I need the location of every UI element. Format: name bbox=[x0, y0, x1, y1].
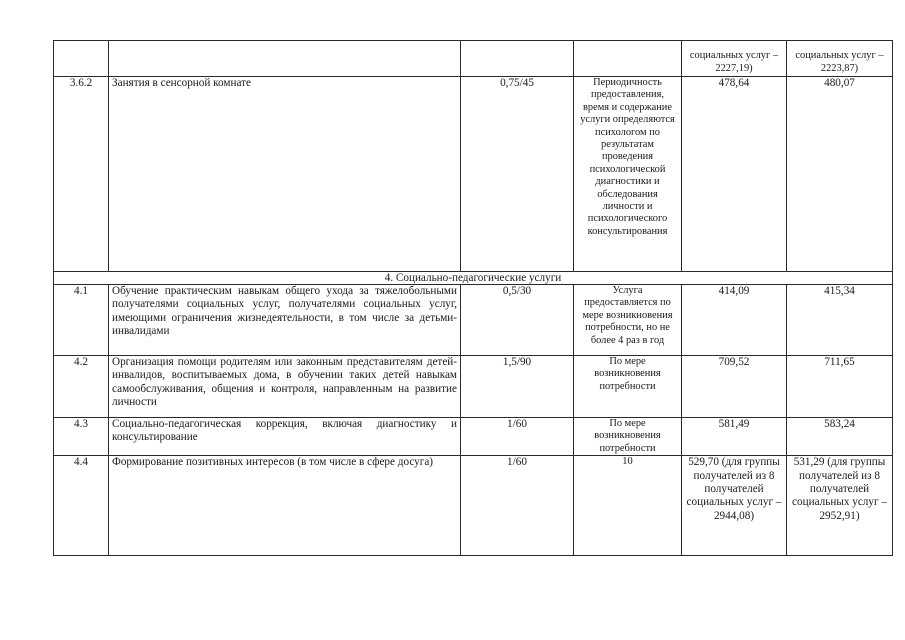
table-row bbox=[54, 77, 893, 272]
cell-num: 4.2 bbox=[54, 356, 109, 418]
cell-period bbox=[574, 41, 682, 77]
cell-norm: 1/60 bbox=[461, 456, 574, 556]
cell-num bbox=[54, 41, 109, 77]
cell-tariff-1: 529,70 (для группы получателей из 8 получателей социальных услуг – 2944,08) bbox=[682, 456, 787, 556]
cell-num: 4.3 bbox=[54, 418, 109, 456]
table-row-continuation bbox=[54, 41, 893, 77]
cell-name bbox=[109, 41, 461, 77]
section-title: 4. Социально-педагогические услуги bbox=[54, 272, 893, 285]
cell-num: 4.1 bbox=[54, 285, 109, 356]
cell-period: Услуга предоставляется по мере возникновения потребности, но не более 4 раз в год bbox=[574, 285, 682, 356]
cell-tariff-2: 711,65 bbox=[787, 356, 893, 418]
cell-tariff-1: 414,09 bbox=[682, 285, 787, 356]
cell-tariff-2: социальных услуг – 2223,87) bbox=[787, 41, 893, 77]
cell-name: Занятия в сенсорной комнате bbox=[109, 77, 461, 272]
cell-name: Обучение практическим навыкам общего ухода за тяжелобольными получателями социальных услуг, получателями социальных услуг, имеющими ограничения жизнедеятельности, в том числе за детьми-инвалидами bbox=[109, 285, 461, 356]
cell-norm: 0,75/45 bbox=[461, 77, 574, 272]
cell-period: По мере возникновения потребности bbox=[574, 356, 682, 418]
cell-period: По мере возникновения потребности bbox=[574, 418, 682, 456]
cell-tariff-1: 709,52 bbox=[682, 356, 787, 418]
table-row bbox=[54, 356, 893, 418]
cell-period: 10 bbox=[574, 456, 682, 556]
cell-tariff-2: 415,34 bbox=[787, 285, 893, 356]
cell-norm: 0,5/30 bbox=[461, 285, 574, 356]
cell-tariff-2: 480,07 bbox=[787, 77, 893, 272]
cell-num: 3.6.2 bbox=[54, 77, 109, 272]
table-row bbox=[54, 285, 893, 356]
cell-tariff-1: 581,49 bbox=[682, 418, 787, 456]
cell-tariff-1: социальных услуг – 2227,19) bbox=[682, 41, 787, 77]
table-row bbox=[54, 456, 893, 556]
cell-name: Организация помощи родителям или законным представителям детей-инвалидов, воспитываемых дома, в обучении таких детей навыкам самообслуживания, общения и контроля, направленным на развитие личности bbox=[109, 356, 461, 418]
cell-name: Формирование позитивных интересов (в том числе в сфере досуга) bbox=[109, 456, 461, 556]
cell-norm: 1,5/90 bbox=[461, 356, 574, 418]
table-row bbox=[54, 418, 893, 456]
cell-period: Периодичность предоставления, время и содержание услуги определяются психологом по результатам проведения психологической диагностики и обследования личности и психологического консультирования bbox=[574, 77, 682, 272]
cell-name: Социально-педагогическая коррекция, включая диагностику и консультирование bbox=[109, 418, 461, 456]
section-header-row bbox=[54, 272, 893, 285]
cell-tariff-2: 583,24 bbox=[787, 418, 893, 456]
cell-norm bbox=[461, 41, 574, 77]
cell-norm: 1/60 bbox=[461, 418, 574, 456]
cell-tariff-2: 531,29 (для группы получателей из 8 получателей социальных услуг – 2952,91) bbox=[787, 456, 893, 556]
cell-tariff-1: 478,64 bbox=[682, 77, 787, 272]
services-table bbox=[53, 40, 893, 556]
cell-num: 4.4 bbox=[54, 456, 109, 556]
